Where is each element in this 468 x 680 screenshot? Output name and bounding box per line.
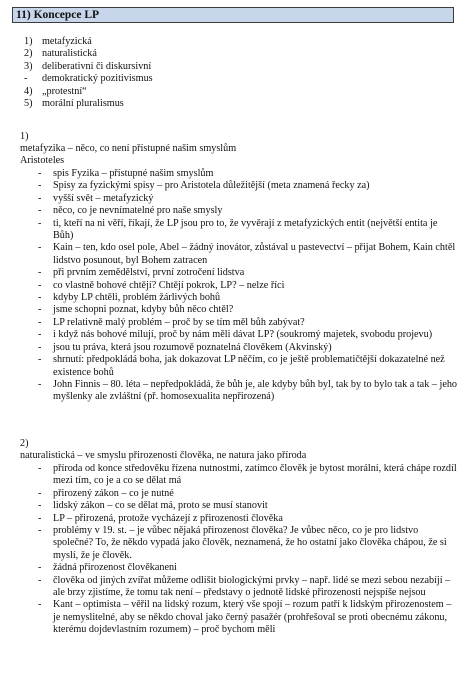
bullet-text: spis Fyzika – přístupné našim smyslům: [53, 168, 214, 179]
bullet-item: - žádná přirozenost člověkaneni: [38, 562, 458, 574]
bullet-item: - LP relativně malý problém – proč by se tím měl bůh zabývat?: [38, 317, 458, 329]
bullet-item: - ti, kteří na ni věří, říkají, že LP jsou pro to, že vyvěrají z metafyzických entit (největší entita je Bůh): [38, 218, 458, 243]
bullet-item: - příroda od konce středověku řízena nutnostmi, zatímco člověk je bytost morální, která chápe rozdíl mezi tím, co je a co se dělat má: [38, 463, 457, 487]
bullet-text: člověka od jiných zvířat můžeme odlišit biologickými prvky – např. lidé se mezi sebou nezabíjí – ale brzy zjistíme, že tomu tak není – představy o jednotě lidské přirozenosti nejspíše nejsou: [53, 574, 451, 599]
bullet-item: - jsme schopni poznat, kdyby bůh něco chtěl?: [38, 304, 458, 316]
list-item: [24, 98, 153, 110]
bullet-text: Spisy za fyzickými spisy – pro Aristotela důležitější (meta znamená řecky za): [53, 180, 370, 192]
concept-list: [24, 36, 153, 110]
section2-bullet-list: [38, 463, 458, 637]
bullet-item: - jsou tu práva, která jsou rozumově poznatelná člověkem (Akvinský): [38, 342, 458, 354]
list-item: [24, 86, 153, 98]
list-item-text: „protestní“: [42, 85, 87, 97]
bullet-item: - přirozený zákon – co je nutné: [38, 488, 458, 500]
bullet-text: jsou tu práva, která jsou rozumově poznatelná člověkem (Akvinský): [53, 341, 332, 353]
section-heading: metafyzika – něco, co není přístupné našim smyslům: [20, 143, 237, 154]
bullet-text: Kain – ten, kdo osel pole, Abel – žádný inovátor, zůstával u pastevectví – přijat Bohem, Kain chtěl lidstvo posunout, byl Bohem zatracen: [53, 242, 456, 266]
section1-bullet-list: [38, 168, 458, 404]
bullet-text: lidský zákon – co se dělat má, proto se musí stanovit: [53, 500, 268, 512]
bullet-text: jsme schopni poznat, kdyby bůh něco chtěl?: [53, 304, 234, 316]
list-item: [24, 61, 153, 73]
list-marker: 2): [24, 48, 33, 60]
list-item: [24, 73, 153, 85]
bullet-item: - co vlastně bohové chtějí? Chtějí pokrok, LP? – nelze říci: [38, 280, 458, 292]
bullet-text: vyšší svět – metafyzický: [53, 192, 154, 204]
bullet-item: - něco, co je nevnímatelné pro naše smysly: [38, 205, 458, 217]
bullet-text: co vlastně bohové chtějí? Chtějí pokrok, LP? – nelze říci: [53, 279, 285, 291]
bullet-text: něco, co je nevnímatelné pro naše smysly: [53, 205, 223, 217]
bullet-text: žádná přirozenost člověkaneni: [53, 562, 177, 574]
bullet-item: - spis Fyzika – přístupné našim smyslům: [38, 168, 458, 180]
bullet-text: ti, kteří na ni věří, říkají, že LP jsou pro to, že vyvěrají z metafyzických entit (největší entita je Bůh): [53, 217, 438, 242]
bullet-item: - při prvním zemědělství, první zotročení lidstva: [38, 267, 458, 279]
bullet-text: při prvním zemědělství, první zotročení lidstva: [53, 267, 245, 279]
list-item-text: deliberativní či diskursivní: [42, 60, 152, 72]
bullet-text: John Finnis – 80. léta – nepředpokládá, že bůh je, ale kdyby bůh byl, tak by to bylo tak a tak – jeho myšlenky ale zvláštní (př. homosexualita nepřirozená): [53, 378, 458, 403]
bullet-item: - Kant – optimista – věřil na lidský rozum, který vše spojí – rozum patří k lidským přirozenostem – je nemyslitelné, aby se někdo choval jako černý pasažér (prohřešoval se proti obecnému zákonu, kterému dojdevlastním rozumem) – proč bychom měli: [38, 599, 458, 636]
list-item-text: metafyzická: [42, 36, 92, 47]
bullet-text: LP relativně malý problém – proč by se tím měl bůh zabývat?: [53, 316, 305, 328]
bullet-text: problémy v 19. st. – je vůbec nějaká přirozenost člověka? Je vůbec něco, co je pro lidstvo společné? To, že někdo vypadá jako člověk, neznamená, že ho ostatní jako člověka chápou, že si myslí, že je člověk.: [53, 525, 447, 561]
bullet-item: - člověka od jiných zvířat můžeme odlišit biologickými prvky – např. lidé se mezi sebou nezabíjí – ale brzy zjistíme, že tomu tak není – představy o jednotě lidské přirozenosti nejspíše nejsou: [38, 575, 458, 600]
list-item: [24, 48, 153, 60]
list-marker: 1): [24, 36, 33, 47]
bullet-item: - John Finnis – 80. léta – nepředpokládá, že bůh je, ale kdyby bůh byl, tak by to bylo tak a tak – jeho myšlenky ale zvláštní (př. homosexualita nepřirozená): [38, 378, 458, 403]
list-item-text: morální pluralismus: [42, 97, 124, 109]
bullet-text: shrnutí: předpokládá boha, jak dokazovat LP něčím, co je ještě problematičtější dokazatelné než existence bohů: [53, 354, 445, 378]
bullet-text: kdyby LP chtěli, problém žárlivých bohů: [53, 292, 221, 304]
bullet-item: - LP – přirozená, protože vycházejí z přirozenosti člověka: [38, 513, 458, 525]
section-number: 2): [20, 438, 29, 449]
list-item-text: demokratický pozitivismus: [42, 73, 153, 85]
page-title: 11) Koncepce LP: [12, 7, 454, 23]
bullet-item: - vyšší svět – metafyzický: [38, 193, 458, 205]
bullet-item: - lidský zákon – co se dělat má, proto se musí stanovit: [38, 500, 458, 512]
bullet-text: příroda od konce středověku řízena nutnostmi, zatímco člověk je bytost morální, která chápe rozdíl mezi tím, co je a co se dělat má: [53, 463, 457, 487]
list-marker: -: [24, 73, 28, 85]
bullet-item: - Spisy za fyzickými spisy – pro Aristotela důležitější (meta znamená řecky za): [38, 180, 458, 192]
bullet-text: přirozený zákon – co je nutné: [53, 487, 174, 499]
bullet-text: Kant – optimista – věřil na lidský rozum, který vše spojí – rozum patří k lidským přirozenostem – je nemyslitelné, aby se někdo choval jako černý pasažér (prohřešoval se proti obecnému zákonu, kterému dojdevlastním rozumem) – proč bychom měli: [53, 599, 452, 636]
list-item: [24, 36, 153, 48]
bullet-item: - shrnutí: předpokládá boha, jak dokazovat LP něčím, co je ještě problematičtější dokazatelné než existence bohů: [38, 354, 458, 379]
section-number: 1): [20, 131, 29, 142]
list-marker: 5): [24, 97, 33, 109]
section-heading: naturalistická – ve smyslu přirozenosti člověka, ne natura jako příroda: [20, 450, 307, 461]
bullet-text: i když nás bohové milují, proč by nám měli dávat LP? (soukromý majetek, svobodu projevu): [53, 329, 433, 341]
list-marker: 4): [24, 85, 33, 97]
list-item-text: naturalistická: [42, 48, 97, 60]
list-marker: 3): [24, 60, 33, 72]
bullet-item: - kdyby LP chtěli, problém žárlivých bohů: [38, 292, 458, 304]
bullet-item: - problémy v 19. st. – je vůbec nějaká přirozenost člověka? Je vůbec něco, co je pro lidstvo společné? To, že někdo vypadá jako člověk, neznamená, že ho ostatní jako člověka chápou, že si myslí, že je člověk.: [38, 525, 458, 562]
bullet-item: - i když nás bohové milují, proč by nám měli dávat LP? (soukromý majetek, svobodu projevu): [38, 329, 458, 341]
bullet-item: - Kain – ten, kdo osel pole, Abel – žádný inovátor, zůstával u pastevectví – přijat Bohem, Kain chtěl lidstvo posunout, byl Bohem zatracen: [38, 242, 458, 267]
section-subheading: Aristoteles: [20, 155, 65, 166]
bullet-text: LP – přirozená, protože vycházejí z přirozenosti člověka: [53, 512, 283, 524]
